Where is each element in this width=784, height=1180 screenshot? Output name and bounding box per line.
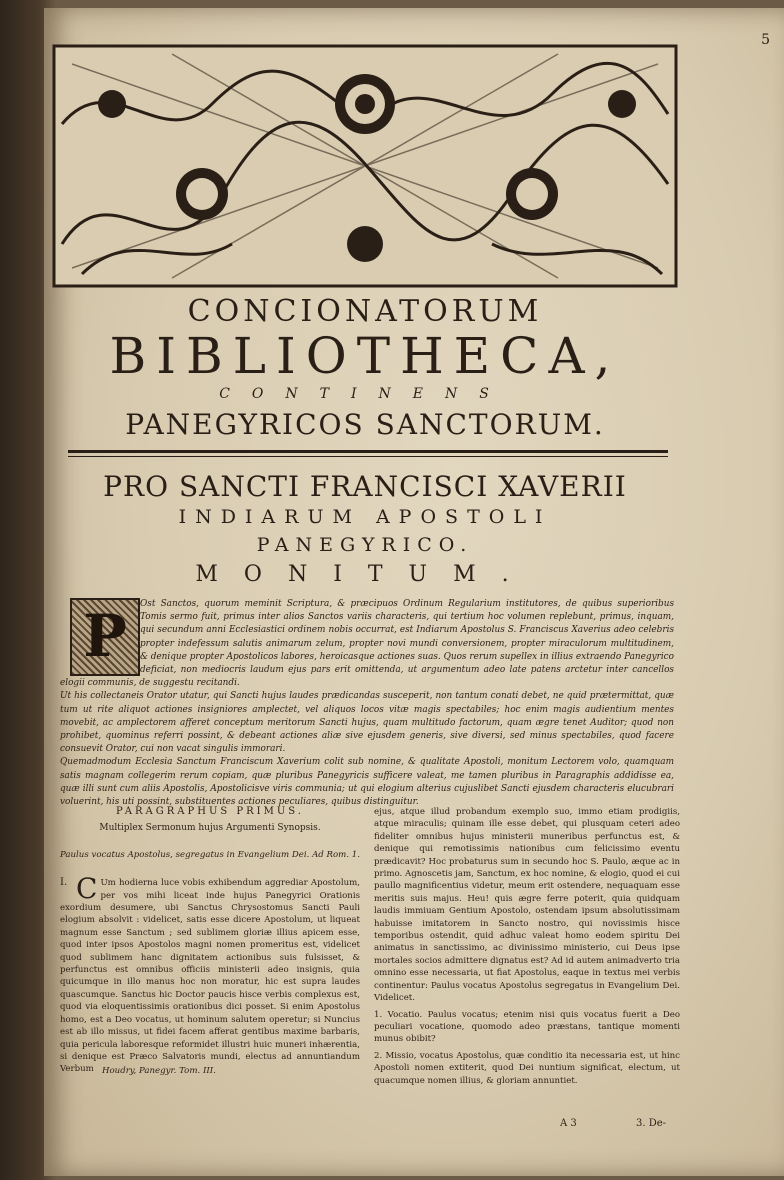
monitum-text-block xyxy=(60,598,674,809)
drop-cap: C xyxy=(76,872,98,906)
title-panegyricos: PANEGYRICOS SANCTORUM. xyxy=(125,408,605,441)
monitum-heading: MONITUM. xyxy=(195,562,535,587)
right-body-2: 1. Vocatio. Paulus vocatus; etenim nisi quis vocatus fuerit a Deo peculiari vocatione, quomodo adeo præstans, tantique momenti munus obibit? xyxy=(374,1009,680,1045)
signature-line: Houdry, Panegyr. Tom. III. xyxy=(102,1066,216,1076)
section-number: I. xyxy=(60,877,68,889)
scripture-text: Paulus vocatus Apostolus, segregatus in Evangelium Dei. Ad Rom. 1. xyxy=(60,849,360,860)
printer-signature: A 3 xyxy=(560,1118,577,1129)
right-body-3: 2. Missio, vocatus Apostolus, quæ conditio ita necessaria est, ut hinc Apostoli nomen extiterit, quod Dei nuntium significat, electum, ut quacumque nomen illius, & gloriam annuntiet. xyxy=(374,1050,680,1086)
left-column xyxy=(60,806,360,1080)
section-title-line1: PRO SANCTI FRANCISCI XAVERII xyxy=(103,470,627,503)
decorated-initial-letter: P xyxy=(83,602,127,670)
title-rule-thin xyxy=(68,456,668,457)
section-title-line2: INDIARUM APOSTOLI xyxy=(178,506,552,528)
title-concionatorum: CONCIONATORUM xyxy=(187,294,543,329)
decorated-initial xyxy=(70,598,140,676)
page-number: 5 xyxy=(761,32,770,48)
monitum-paragraph-3: Quemadmodum Ecclesia Sanctum Franciscum Xaverium colit sub nomine, & qualitate Apostoli, monitum Lectorem volo, quamquam satis magnam collegerim rerum copiam, quæ pluribus Panegyricis sufficere valeat, me tamen pluribus in Paragraphis addidisse ea, quæ illi sunt cum aliis Apostolis, Apostolicisve viris communia; ut qui elogium alterius cujuslibet Sancti ejusdem characteris elucubrari voluerint, his uti possint, substituentes actiones peculiares, quibus distinguitur. xyxy=(60,757,674,808)
title-continens: CONTINENS xyxy=(219,386,511,402)
synopsis-line: Multiplex Sermonum hujus Argumenti Synopsis. xyxy=(99,823,321,834)
left-body-text: Um hodierna luce vobis exhibendum aggrediar Apostolum, per vos mihi liceat inde hujus Panegyrici Orationis exordium desumere, ubi Sanctus Chrysostomus Sancti Pauli elogium absolvit : videlicet, satis esse dicere Apostolum, ut liqueat magnum esse Sanctum ; sed sublimem gloriæ illius apicem esse, quod inter ipsos Apostolos magni nomen promeritus est, videlicet quod sublimem hanc dignitatem actionibus suis fulsisset, & perfunctus est omnibus officiis ministerii adeo insignis, quia quicumque in illo manus hoc non moratur, hic est supra laudes quascumque. Sanctus hic Doctor paucis hisce verbis complexus est, quod via eloquentissimis orationibus dici posset. Si enim Apostolus homo, est a Deo vocatus, ut hominum salutem operetur; si Nuncius est ab illo missus, ut fidei facem afferat gentibus maxime barbaris, quia pericula laboresque reformidet illustri huic muneri inhærentia, si denique est Præco Salvatoris mundi, electus ad annuntiandum Verbum xyxy=(60,878,360,1075)
ornamental-headpiece xyxy=(52,44,678,288)
left-body xyxy=(60,872,360,1076)
title-bibliotheca: BIBLIOTHECA, xyxy=(109,328,621,384)
title-rule-thick xyxy=(68,450,668,453)
paragraph-heading: PARAGRAPHUS PRIMUS. xyxy=(116,806,304,817)
monitum-paragraph-1: Ost Sanctos, quorum meminit Scriptura, & præcipuos Ordinum Regularium institutores, de quibus superioribus Tomis sermo fuit, primus inter alios Sanctos variis characteris, qui tertium hoc volumen replebunt, primus, inquam, qui secundum anni Ecclesiastici ordinem nobis occurrat, est Indiarum Apostolus S. Franciscus Xaverius adeo celebris propter indefessum salutis animarum zelum, propter novi mundi conversionem, propter miraculorum multitudinem, & denique propter Apostolicos labores, heroicasque actiones suas. Quos rerum supellex in illius extraendo Panegyrico deficiat, non mediocris laudum ejus pars erit omittenda, ut argumentum adeo late patens arctetur inter cancellos elogii communis, de suggestu recitandi. xyxy=(60,599,674,689)
monitum-paragraph-2: Ut his collectaneis Orator utatur, qui Sancti hujus laudes prædicandas susceperit, non tantum conati debet, ne quid prætermittat, quæ tum ut rite aliquot actiones insigniores amplectet, vel aliquos locos vitæ magis spectabiles; hoc enim magis audientium mentes movebit, ac amplectorem afferet conceptum meritorum Sancti hujus, quam multitudo factorum, quam ægre tenet Auditor; quod non prohibet, quominus referri possint, & debeant actiones aliæ sive ejusdem generis, sive diversi, sed minus spectabiles, quod facere consuevit Orator, cui non vacat singulis immorari. xyxy=(60,691,674,755)
right-column xyxy=(374,806,680,1091)
catchword: 3. De- xyxy=(636,1118,667,1129)
section-title-line3: PANEGYRICO. xyxy=(256,534,474,556)
right-body-1: ejus, atque illud probandum exemplo suo, immo etiam prodigiis, atque miraculis; quinam ille esse debet, qui plusquam ceteri adeo fideliter omnibus hujus ministerii muneribus perfunctus est, & denique qui remotissimis nationibus cum felicissimo eventu prædicavit? Hoc probaturus sum in secundo hoc S. Paulo, æque ac in primo. Agnoscetis jam, Sanctum, ex hoc nomine, & elogio, quod ei cui paullo magnificentius videtur, meum erit ostendere, nequaquam esse meritis suis majus. Heu! quis ægre ferre poterit, quia quidquam laudis immiuam Gentium Apostolo, ostendam ipsum absolutissimam habuisse imitatorem in Sancto nostro, qui novissimis hisce temporibus ostendit, quid adhuc valeat homo eodem spiritu Dei animatus in sanctissimo, ac divinissimo ministerio, cui Deus ipse mortales socios admittere dignatus est? Ad id autem animadverto tria omnino esse necessaria, ut fiat Apostolus, eaque in textus mei verbis continentur: Paulus vocatus Apostolus segregatus in Evangelium Dei. Videlicet. xyxy=(374,807,680,1004)
